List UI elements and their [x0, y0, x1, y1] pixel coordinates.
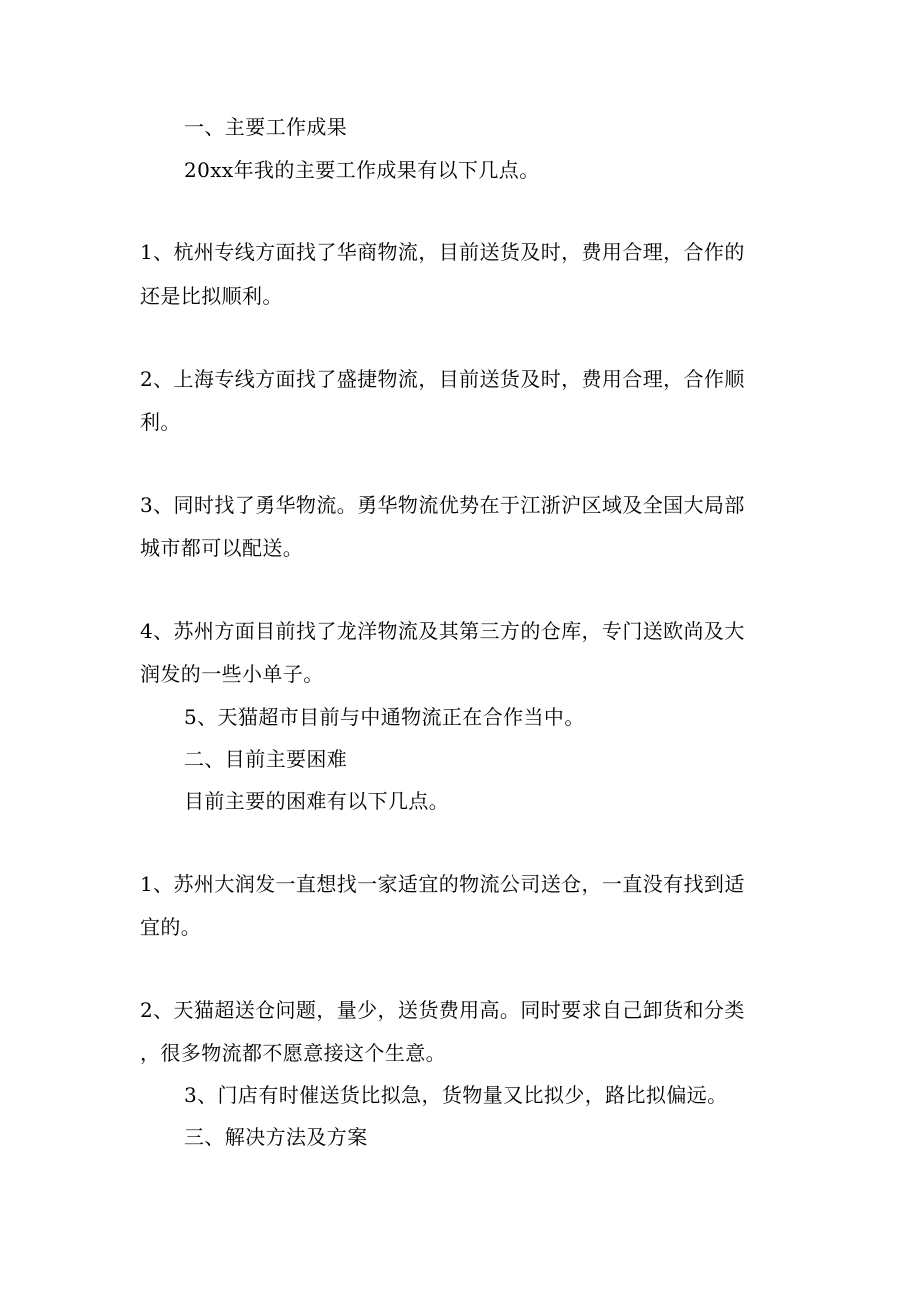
difficulty-2-line2: ，很多物流都不愿意接这个生意。 — [140, 1041, 446, 1065]
achievement-3-line2: 城市都可以配送。 — [140, 536, 304, 560]
section2-heading: 二、目前主要困难 — [184, 747, 348, 771]
section3-heading: 三、解决方法及方案 — [184, 1125, 368, 1149]
section1-intro: 20xx年我的主要工作成果有以下几点。 — [184, 158, 540, 182]
achievement-3-line1: 3、同时找了勇华物流。勇华物流优势在于江浙沪区域及全国大局部 — [140, 493, 745, 517]
difficulty-1-line2: 宜的。 — [140, 915, 202, 939]
achievement-2-line1: 2、上海专线方面找了盛捷物流，目前送货及时，费用合理，合作顺 — [140, 367, 745, 391]
achievement-1-line1: 1、杭州专线方面找了华商物流，目前送货及时，费用合理，合作的 — [140, 240, 745, 264]
achievement-4-line2: 润发的一些小单子。 — [140, 662, 324, 686]
section2-intro: 目前主要的困难有以下几点。 — [184, 789, 450, 813]
achievement-4-line1: 4、苏州方面目前找了龙洋物流及其第三方的仓库，专门送欧尚及大 — [140, 619, 745, 643]
achievement-5: 5、天猫超市目前与中通物流正在合作当中。 — [184, 705, 585, 729]
difficulty-1-line1: 1、苏州大润发一直想找一家适宜的物流公司送仓，一直没有找到适 — [140, 872, 745, 896]
section1-heading: 一、主要工作成果 — [184, 115, 348, 139]
achievement-2-line2: 利。 — [140, 410, 181, 434]
difficulty-3: 3、门店有时催送货比拟急，货物量又比拟少，路比拟偏远。 — [184, 1083, 728, 1107]
achievement-1-line2: 还是比拟顺利。 — [140, 284, 283, 308]
difficulty-2-line1: 2、天猫超送仓问题，量少，送货费用高。同时要求自己卸货和分类 — [140, 998, 745, 1022]
